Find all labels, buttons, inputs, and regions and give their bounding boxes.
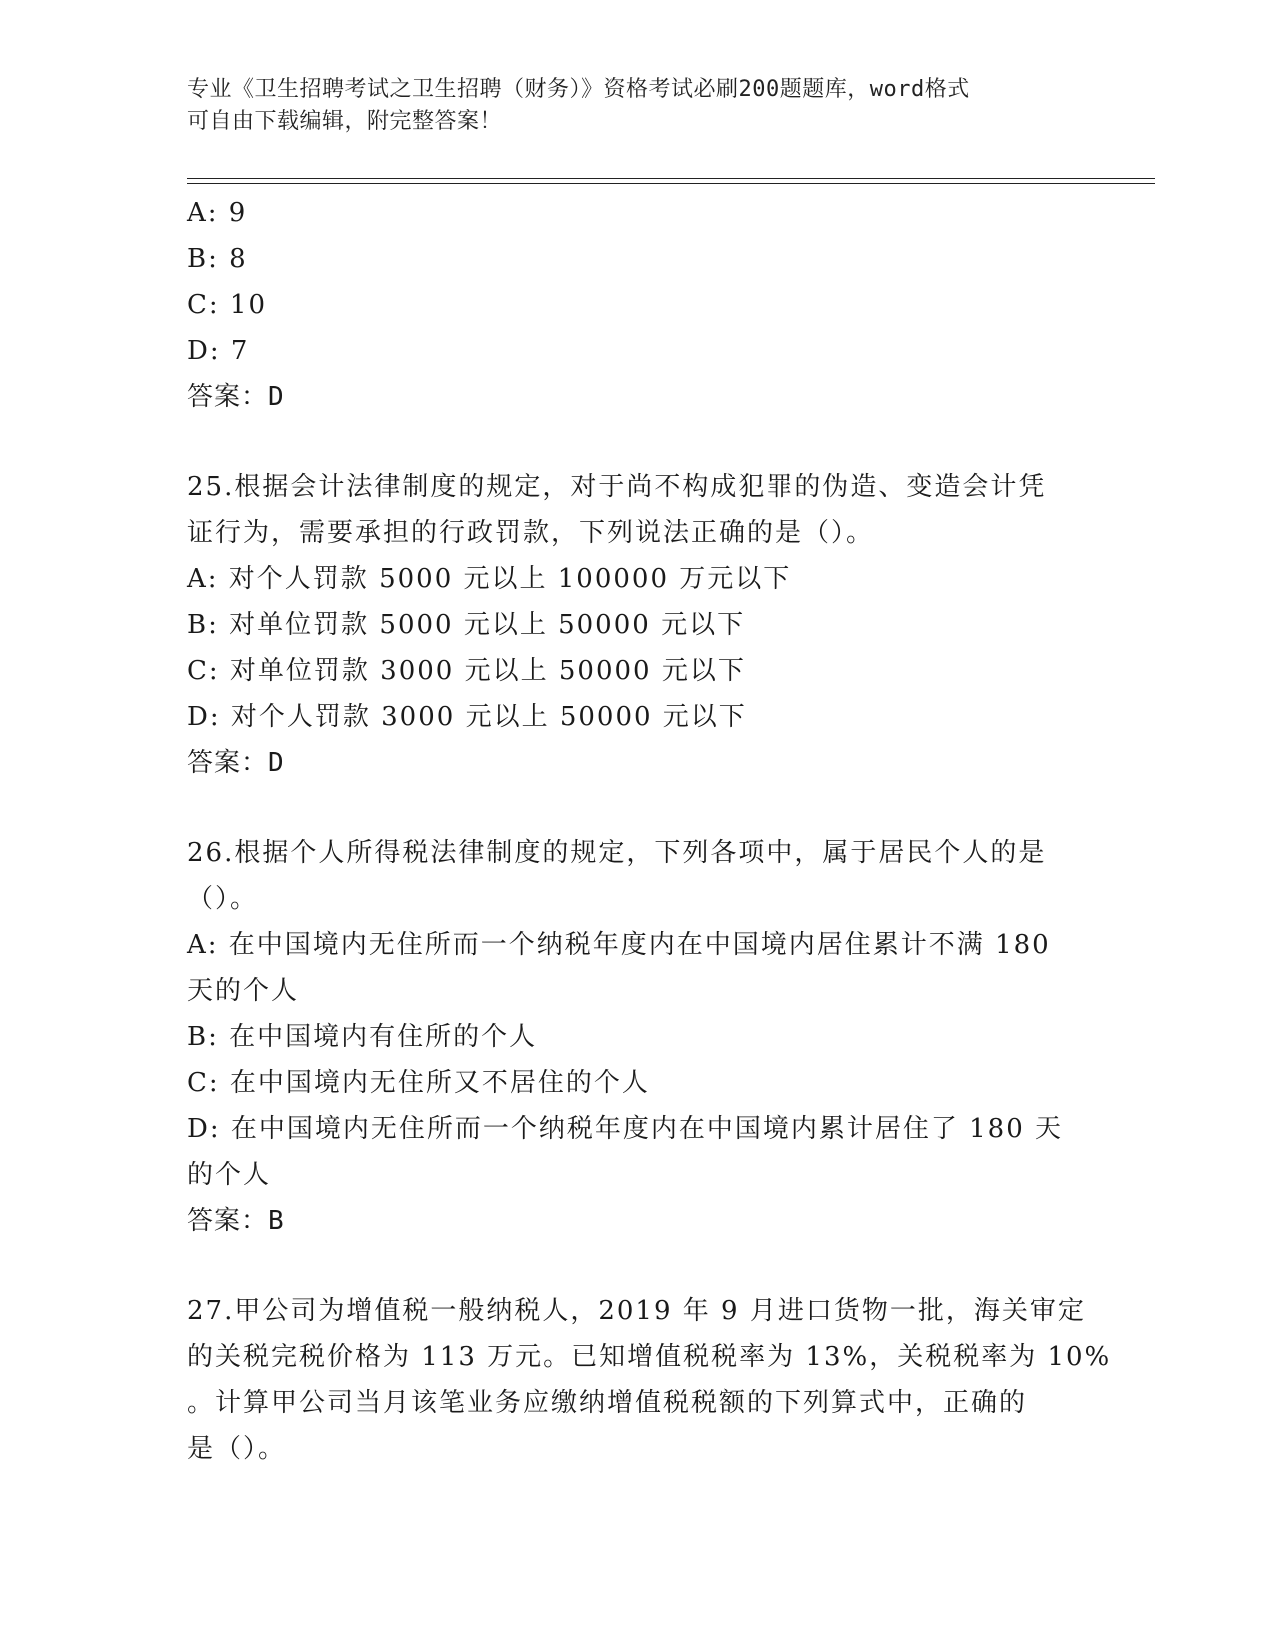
spacer [187, 786, 1087, 830]
option-d-line-2: 的个人 [187, 1160, 272, 1190]
header-line-2: 可自由下载编辑，附完整答案！ [187, 109, 503, 134]
header-divider-bottom [187, 183, 1155, 184]
question-stem-line: 是（）。 [187, 1434, 287, 1464]
document-header [187, 74, 1087, 138]
option-c: C: 对单位罚款 3000 元以上 50000 元以下 [187, 656, 746, 686]
question-stem-line: 。计算甲公司当月该笔业务应缴纳增值税税额的下列算式中，正确的 [187, 1388, 1028, 1418]
option-a: A: 9 [187, 198, 248, 228]
option-c: C: 10 [187, 290, 268, 320]
question-stem-line: 证行为，需要承担的行政罚款，下列说法正确的是（）。 [187, 518, 875, 548]
question-stem-line: （）。 [187, 884, 259, 914]
question-stem-line: 27.甲公司为增值税一般纳税人，2019 年 9 月进口货物一批，海关审定 [187, 1296, 1086, 1326]
question-26 [187, 830, 1087, 1244]
option-a-line-1: A: 在中国境内无住所而一个纳税年度内在中国境内居住累计不满 180 [187, 930, 1051, 960]
option-a-line-2: 天的个人 [187, 976, 300, 1006]
option-b: B: 对单位罚款 5000 元以上 50000 元以下 [187, 610, 746, 640]
option-b: B: 在中国境内有住所的个人 [187, 1022, 538, 1052]
option-d-line-1: D: 在中国境内无住所而一个纳税年度内在中国境内累计居住了 180 天 [187, 1114, 1064, 1144]
spacer [187, 1244, 1087, 1288]
question-stem-line: 的关税完税价格为 113 万元。已知增值税税率为 13%，关税税率为 10% [187, 1342, 1112, 1372]
spacer [187, 420, 1087, 464]
question-24-tail [187, 190, 1087, 420]
question-25 [187, 464, 1087, 786]
question-stem-line: 25.根据会计法律制度的规定，对于尚不构成犯罪的伪造、变造会计凭 [187, 472, 1047, 502]
answer-line: 答案：B [187, 1206, 285, 1236]
header-divider-top [187, 178, 1155, 179]
option-c: C: 在中国境内无住所又不居住的个人 [187, 1068, 650, 1098]
option-b: B: 8 [187, 244, 248, 274]
option-d: D: 7 [187, 336, 250, 366]
option-a: A: 对个人罚款 5000 元以上 100000 万元以下 [187, 564, 792, 594]
answer-line: 答案：D [187, 382, 285, 412]
question-stem-line: 26.根据个人所得税法律制度的规定，下列各项中，属于居民个人的是 [187, 838, 1047, 868]
option-d: D: 对个人罚款 3000 元以上 50000 元以下 [187, 702, 747, 732]
document-body [187, 190, 1112, 1472]
answer-line: 答案：D [187, 748, 285, 778]
header-line-1: 专业《卫生招聘考试之卫生招聘（财务）》资格考试必刷200题题库，word格式 [187, 77, 970, 102]
question-27 [187, 1288, 1112, 1472]
